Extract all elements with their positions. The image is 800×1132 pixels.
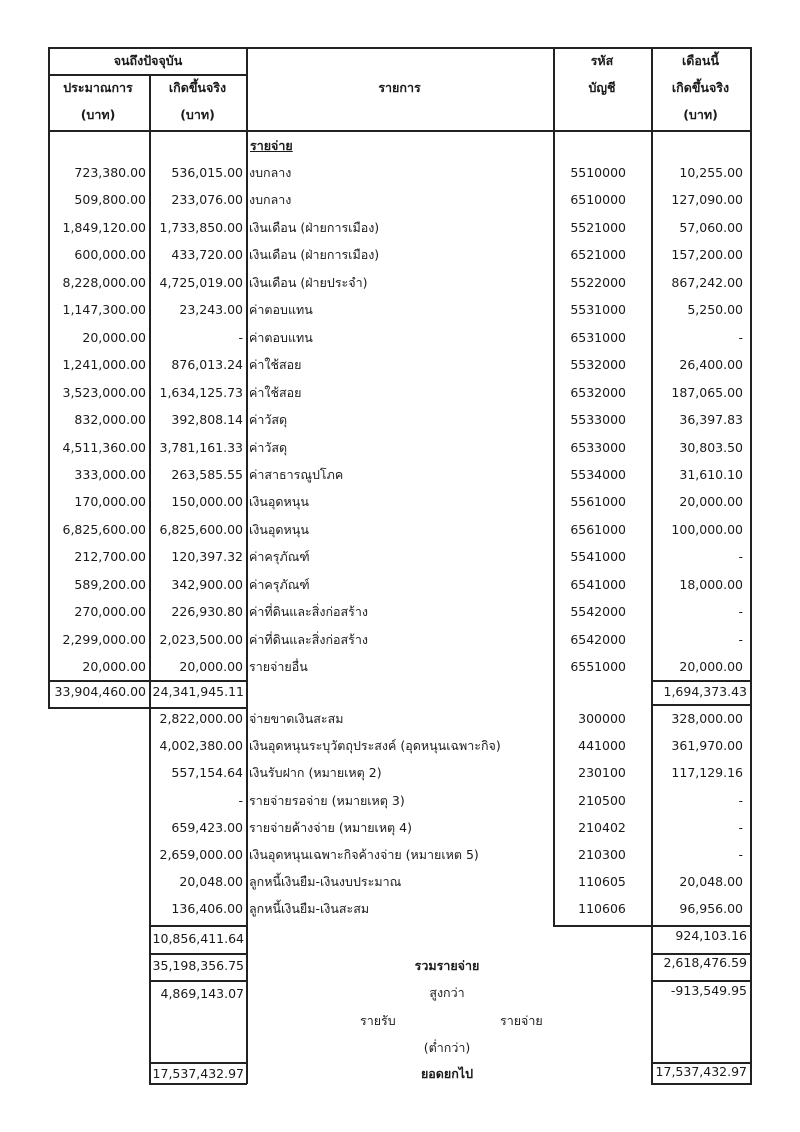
other-row-actual: 4,002,380.00 [159,738,243,754]
row-month: - [738,604,743,620]
other-row-code: 230100 [578,765,626,781]
row-actual: 226,930.80 [171,604,243,620]
row-actual: 1,634,125.73 [159,384,243,400]
row-estimate: 170,000.00 [74,494,146,510]
row-item: งบกลาง [249,165,292,180]
row-estimate: 2,299,000.00 [62,631,146,647]
row-code: 6521000 [570,247,626,263]
header-month-unit: (บาท) [683,107,718,122]
row-estimate: 1,147,300.00 [62,302,146,318]
row-estimate: 20,000.00 [82,329,146,345]
other-row-actual: 659,423.00 [171,819,243,835]
row-code: 5522000 [570,274,626,290]
row-actual: 3,781,161.33 [159,439,243,455]
row-month: 20,000.00 [679,494,743,510]
row-month: 36,397.83 [679,412,743,428]
col-divider-2 [246,47,248,1084]
row-estimate: 212,700.00 [74,549,146,565]
row-month: 127,090.00 [671,192,743,208]
other-row-month: 20,048.00 [679,874,743,890]
row-item: ค่าวัสดุ [249,412,288,428]
header-top-rule [48,47,752,49]
carry-top-rule [149,1062,247,1064]
row-code: 5542000 [570,604,626,620]
other-row-item: รายจ่ายค้างจ่าย (หมายเหตุ 4) [249,819,412,835]
row-code: 5541000 [570,549,626,565]
other-row-month: - [738,847,743,862]
row-item: ค่าวัสดุ [249,439,288,455]
row-estimate: 6,825,600.00 [62,521,146,537]
other-row-code: 210402 [578,819,626,835]
row-code: 5561000 [570,494,626,510]
row-estimate: 723,380.00 [74,165,146,180]
row-item: เงินอุดหนุน [249,521,309,537]
row-actual: 433,720.00 [171,247,243,263]
row-code: 5510000 [570,165,626,180]
total-rule [149,953,247,955]
row-month: 57,060.00 [679,219,743,235]
row-estimate: 1,849,120.00 [62,219,146,235]
header-code-2: บัญชี [588,80,616,95]
row-estimate: 832,000.00 [74,412,146,428]
other-row-month: - [738,819,743,835]
other-row-item: ลูกหนี้เงินยืม-เงินสะสม [249,901,370,917]
other-row-item: เงินอุดหนุนระบุวัตถุประสงค์ (อุดหนุนเฉพาะกิจ) [249,738,501,754]
other-row-item: รายจ่ายรอจ่าย (หมายเหตุ 3) [249,792,405,808]
subtotal2-rule [149,925,247,927]
row-code: 6561000 [570,521,626,537]
row-actual: 23,243.00 [179,302,243,318]
row-item: เงินอุดหนุน [249,494,309,510]
row-actual: - [238,329,243,345]
row-code: 6510000 [570,192,626,208]
row-actual: 20,000.00 [179,659,243,675]
subtotal-rule [48,680,248,682]
row-item: เงินเดือน (ฝ่ายการเมือง) [249,219,380,235]
diff-month: -913,549.95 [670,983,747,998]
total-label: รวมรายจ่าย [414,958,480,973]
header-month-actual: เกิดขึ้นจริง [671,80,730,95]
other-row-code: 110606 [578,901,626,917]
row-code: 6532000 [570,384,626,400]
row-item: รายจ่ายอื่น [249,659,308,675]
row-month: 30,803.50 [679,439,743,455]
carry-bottom-rule-right [651,1083,752,1085]
row-actual: 536,015.00 [171,165,243,180]
row-actual: 233,076.00 [171,192,243,208]
row-month: 100,000.00 [671,521,743,537]
row-month: 18,000.00 [679,576,743,592]
other-row-item: ลูกหนี้เงินยืม-เงินงบประมาณ [249,874,402,890]
row-item: ค่าครุภัณฑ์ [249,576,310,592]
row-item: ค่าตอบแทน [249,302,313,318]
subtotal2-rule-right [553,925,752,927]
row-actual: 342,900.00 [171,576,243,592]
total-actual: 35,198,356.75 [152,958,244,973]
carry-actual: 17,537,432.97 [152,1066,244,1081]
subtotal-rule-right [651,680,752,682]
row-code: 5534000 [570,466,626,482]
row-actual: 4,725,019.00 [159,274,243,290]
row-item: เงินเดือน (ฝ่ายประจำ) [249,274,368,290]
other-row-month: 361,970.00 [671,738,743,754]
row-code: 6551000 [570,659,626,675]
row-month: 5,250.00 [687,302,743,318]
row-estimate: 4,511,360.00 [62,439,146,455]
row-code: 5521000 [570,219,626,235]
row-estimate: 8,228,000.00 [62,274,146,290]
row-code: 6542000 [570,631,626,647]
other-row-actual: 136,406.00 [171,901,243,917]
row-estimate: 270,000.00 [74,604,146,620]
row-code: 5531000 [570,302,626,318]
other-row-month: 328,000.00 [671,711,743,726]
header-to-date: จนถึงปัจจุบัน [113,53,183,68]
header-code: รหัส [590,53,614,68]
row-item: ค่าตอบแทน [249,329,313,345]
row-month: 867,242.00 [671,274,743,290]
row-item: ค่าที่ดินและสิ่งก่อสร้าง [249,631,368,647]
row-code: 6531000 [570,329,626,345]
row-estimate: 20,000.00 [82,659,146,675]
subtotal-actual: 24,341,945.11 [152,684,244,699]
row-item: ค่าสาธารณูปโภค [249,466,344,482]
row-item: เงินเดือน (ฝ่ายการเมือง) [249,247,380,263]
other-row-code: 110605 [578,874,626,890]
header-estimate: ประมาณการ [63,80,133,95]
total-month: 2,618,476.59 [663,955,747,970]
row-month: 20,000.00 [679,659,743,675]
row-actual: 120,397.32 [171,549,243,565]
other-row-code: 210300 [578,847,626,862]
row-month: 26,400.00 [679,357,743,373]
other-row-actual: 557,154.64 [171,765,243,781]
row-actual: 1,733,850.00 [159,219,243,235]
row-month: 31,610.10 [679,466,743,482]
row-actual: 2,023,500.00 [159,631,243,647]
header-actual-unit: (บาท) [180,107,215,122]
row-actual: 6,825,600.00 [159,521,243,537]
row-month: - [738,631,743,647]
other-row-actual: 2,659,000.00 [159,847,243,862]
diff-expense: รายจ่าย [500,1013,543,1028]
row-month: 157,200.00 [671,247,743,263]
diff-lower: (ต่ำกว่า) [423,1040,471,1055]
row-estimate: 3,523,000.00 [62,384,146,400]
row-item: งบกลาง [249,192,292,208]
subtotal2-actual: 10,856,411.64 [152,931,244,946]
subtotal-estimate: 33,904,460.00 [54,684,146,699]
row-estimate: 509,800.00 [74,192,146,208]
other-row-month: - [738,792,743,808]
row-item: ค่าครุภัณฑ์ [249,549,310,565]
row-code: 5533000 [570,412,626,428]
carry-label: ยอดยกไป [420,1066,474,1081]
other-row-actual: 20,048.00 [179,874,243,890]
row-item: ค่าใช้สอย [249,384,302,400]
row-code: 6533000 [570,439,626,455]
other-row-actual: - [238,792,243,808]
right-block-rule [651,704,752,706]
diff-actual: 4,869,143.07 [160,986,244,1001]
other-row-code: 441000 [578,738,626,754]
diff-rule [149,980,247,982]
other-row-month: 96,956.00 [679,901,743,917]
header-estimate-unit: (บาท) [80,107,116,122]
row-code: 5532000 [570,357,626,373]
diff-rule-right [651,980,752,982]
header-actual: เกิดขึ้นจริง [168,80,227,95]
row-month: - [738,549,743,565]
carry-month: 17,537,432.97 [655,1064,747,1079]
row-month: 10,255.00 [679,165,743,180]
other-row-month: 117,129.16 [671,765,743,781]
row-actual: 263,585.55 [171,466,243,482]
other-row-code: 300000 [578,711,626,726]
header-month: เดือนนี้ [682,53,719,68]
other-row-item: เงินรับฝาก (หมายเหตุ 2) [249,765,382,781]
row-item: ค่าที่ดินและสิ่งก่อสร้าง [249,604,368,620]
subtotal2-month: 924,103.16 [675,928,747,943]
other-row-actual: 2,822,000.00 [159,711,243,726]
row-item: ค่าใช้สอย [249,357,302,373]
diff-higher: สูงกว่า [429,985,465,1000]
row-estimate: 589,200.00 [74,576,146,592]
other-row-code: 210500 [578,792,626,808]
header-bottom-rule [48,130,752,132]
row-estimate: 1,241,000.00 [62,357,146,373]
section-title: รายจ่าย [250,138,293,153]
left-block-bottom-rule [48,707,248,709]
other-row-item: จ่ายขาดเงินสะสม [249,711,344,726]
carry-bottom-rule [149,1083,247,1085]
header-item: รายการ [378,80,421,95]
row-actual: 150,000.00 [171,494,243,510]
row-estimate: 600,000.00 [74,247,146,263]
row-actual: 876,013.24 [171,357,243,373]
header-mid-rule [48,74,246,76]
row-month: 187,065.00 [671,384,743,400]
row-actual: 392,808.14 [171,412,243,428]
subtotal-month: 1,694,373.43 [663,684,747,699]
other-row-item: เงินอุดหนุนเฉพาะกิจค้างจ่าย (หมายเหต 5) [249,847,479,862]
row-estimate: 333,000.00 [74,466,146,482]
row-month: - [738,329,743,345]
row-code: 6541000 [570,576,626,592]
diff-income: รายรับ [360,1013,396,1028]
right-border [750,47,752,1084]
